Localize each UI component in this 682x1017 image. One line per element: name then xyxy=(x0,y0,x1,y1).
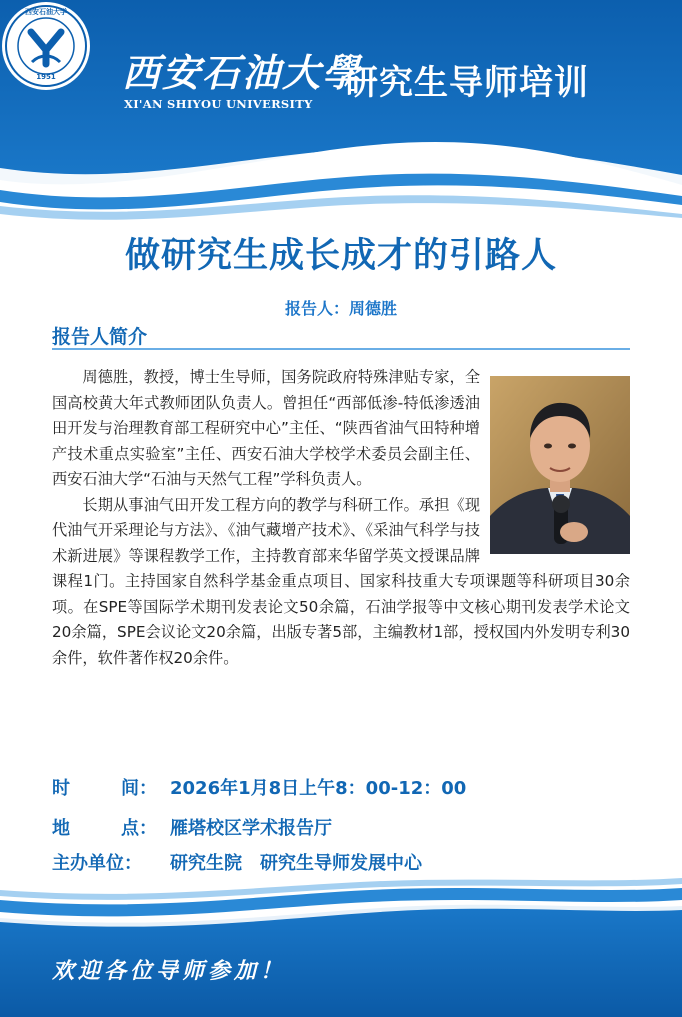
host-value: 研究生院 研究生导师发展中心 xyxy=(170,853,422,874)
university-name-en: XI'AN SHIYOU UNIVERSITY xyxy=(124,97,313,111)
university-logo xyxy=(0,0,92,92)
university-name-cn: 西安石油大學 xyxy=(122,50,363,95)
logo-ring-text: 西安石油大学 xyxy=(25,8,67,16)
footer-wave-background xyxy=(0,860,682,1017)
speaker-line: 报告人：周德胜 xyxy=(284,299,397,318)
welcome-message: 欢迎各位导师参加！ xyxy=(52,958,287,984)
place-label: 地 点： xyxy=(52,818,157,839)
section-title-speaker-intro: 报告人简介 xyxy=(52,326,148,348)
logo-year-text: 1951 xyxy=(36,73,56,81)
info-time xyxy=(52,774,466,800)
time-label: 时 间： xyxy=(52,778,157,799)
header-banner xyxy=(0,0,682,230)
time-value: 2026年1月8日上午8：00-12：00 xyxy=(170,778,467,799)
speaker-photo xyxy=(490,376,630,554)
place-value: 雁塔校区学术报告厅 xyxy=(170,818,332,839)
speaker-bio xyxy=(52,365,630,671)
page-title: 做研究生成长成才的引路人 xyxy=(124,236,557,276)
footer-banner xyxy=(0,860,682,1017)
header-wave-background xyxy=(0,0,682,230)
host-label: 主办单位： xyxy=(52,853,142,874)
section-divider xyxy=(52,348,630,350)
program-title: 研究生导师培训 xyxy=(344,63,589,103)
info-place xyxy=(52,814,332,840)
bio-paragraph-1: 周德胜，教授，博士生导师，国务院政府特殊津贴专家，全国高校黄大年式教师团队负责人。曾担任“西部低渗-特低渗透油田开发与治理教育部工程研究中心”主任、“陕西省油气田特种增产技术重点实验室”主任、西安石油大学校学术委员会副主任、西安石油大学“石油与天然气工程”学科负责人。 xyxy=(52,368,480,488)
bio-paragraph-2: 长期从事油气田开发工程方向的教学与科研工作。承担《现代油气开采理论与方法》、《油气藏增产技术》、《采油气科学与技术新进展》等课程教学工作，主持教育部来华留学英文授课品牌课程1门。主持国家自然科学基金重点项目、国家科技重大专项课题等科研项目30余项。在SPE等国际学术期刊发表论文50余篇，石油学报等中文核心期刊发表学术论文20余篇，SPE会议论文20余篇，出版专著5部，主编教材1部，授权国内外发明专利30余件，软件著作权20余件。 xyxy=(52,495,630,667)
